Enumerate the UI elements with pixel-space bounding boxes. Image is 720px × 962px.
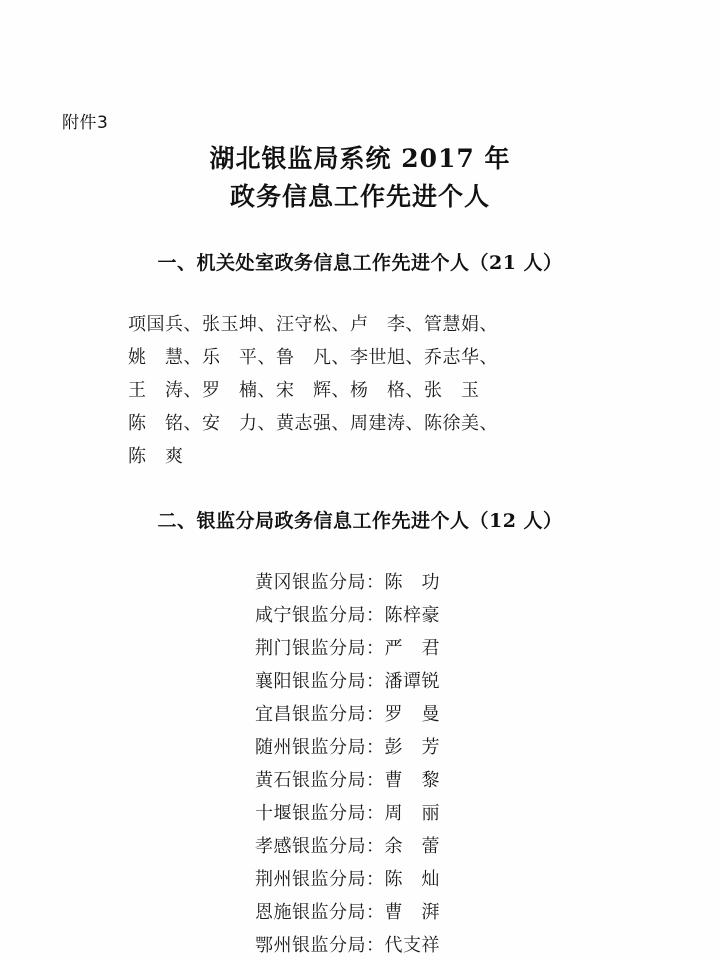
organ-names-list bbox=[128, 308, 598, 473]
list-item: 项国兵、张玉坤、汪守松、卢 李、管慧娟、 bbox=[128, 314, 498, 335]
list-item: 姚 慧、乐 平、鲁 凡、李世旭、乔志华、 bbox=[128, 347, 498, 368]
branch-names-list bbox=[255, 566, 595, 962]
list-item: 襄阳银监分局：潘谭锐 bbox=[255, 671, 440, 692]
list-item: 陈 铭、安 力、黄志强、周建涛、陈徐美、 bbox=[128, 413, 498, 434]
list-item: 十堰银监分局：周 丽 bbox=[255, 803, 440, 824]
section-heading-organs: 一、机关处室政务信息工作先进个人（21 人） bbox=[157, 252, 563, 274]
list-item: 咸宁银监分局：陈梓豪 bbox=[255, 605, 440, 626]
list-item: 随州银监分局：彭 芳 bbox=[255, 737, 440, 758]
list-item: 宜昌银监分局：罗 曼 bbox=[255, 704, 440, 725]
list-item: 黄冈银监分局：陈 功 bbox=[255, 572, 440, 593]
list-item: 黄石银监分局：曹 黎 bbox=[255, 770, 440, 791]
list-item: 鄂州银监分局：代支祥 bbox=[255, 935, 440, 956]
page-title-line1: 湖北银监局系统 2017 年 bbox=[209, 144, 511, 173]
list-item: 孝感银监分局：余 蕾 bbox=[255, 836, 440, 857]
list-item: 恩施银监分局：曹 湃 bbox=[255, 902, 440, 923]
page-title bbox=[0, 140, 720, 216]
page-title-line2: 政务信息工作先进个人 bbox=[229, 182, 490, 211]
section-heading-branches: 二、银监分局政务信息工作先进个人（12 人） bbox=[157, 510, 563, 532]
list-item: 荆门银监分局：严 君 bbox=[255, 638, 440, 659]
list-item: 王 涛、罗 楠、宋 辉、杨 格、张 玉 bbox=[128, 380, 480, 401]
attachment-label: 附件3 bbox=[62, 113, 109, 133]
list-item: 荆州银监分局：陈 灿 bbox=[255, 869, 440, 890]
list-item: 陈 爽 bbox=[128, 446, 184, 467]
